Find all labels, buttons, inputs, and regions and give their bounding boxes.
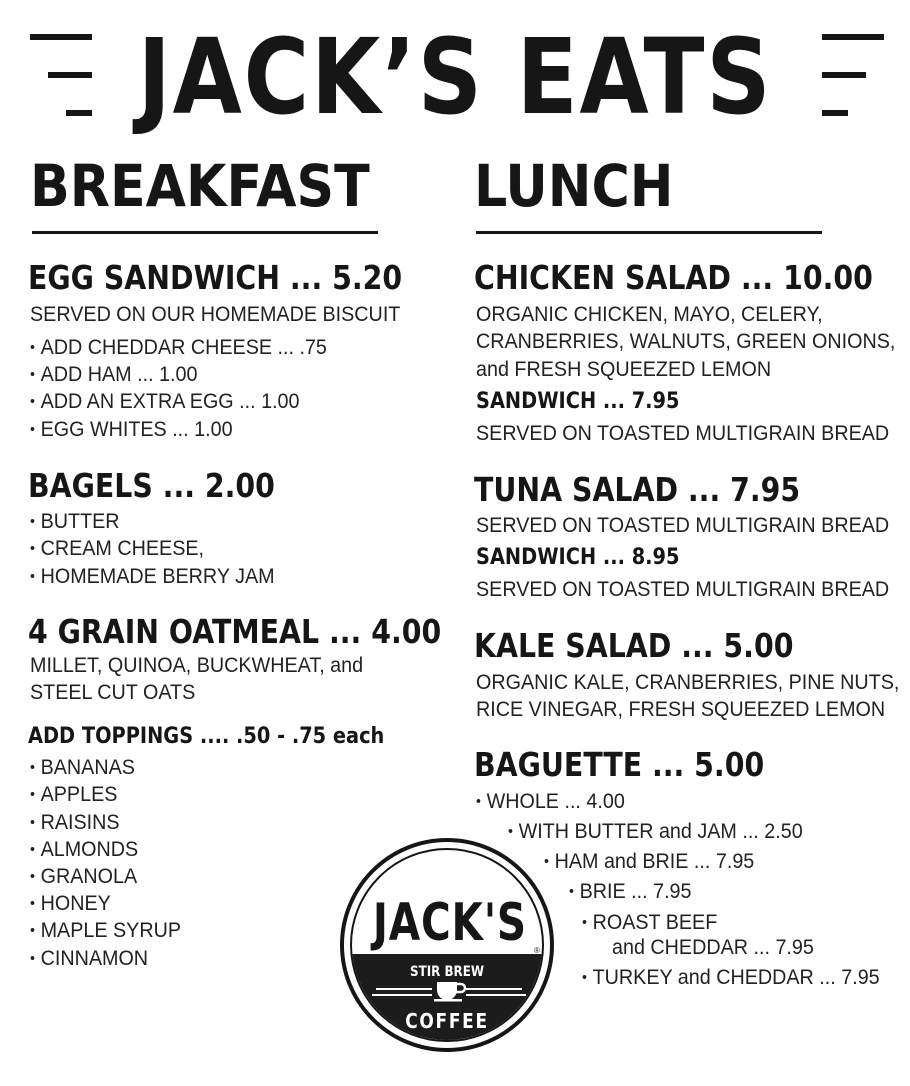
chicken-salad-description: and FRESH SQUEEZED LEMON bbox=[476, 358, 772, 381]
oatmeal-description: STEEL CUT OATS bbox=[30, 681, 196, 704]
baguette-option: • HAM and BRIE ... 7.95 bbox=[544, 850, 755, 873]
bullet-icon: • bbox=[30, 868, 35, 885]
logo-inner-ring bbox=[350, 848, 544, 1042]
topping-item: • ALMONDS bbox=[30, 838, 139, 861]
topping-item: • APPLES bbox=[30, 783, 118, 806]
chicken-sandwich-description: SERVED ON TOASTED MULTIGRAIN BREAD bbox=[476, 422, 890, 445]
oatmeal-heading: 4 GRAIN OATMEAL ... 4.00 bbox=[28, 612, 442, 651]
baguette-option: • TURKEY and CHEDDAR ... 7.95 bbox=[582, 966, 880, 989]
egg-addon: • EGG WHITES ... 1.00 bbox=[30, 418, 233, 441]
lunch-rule bbox=[476, 231, 822, 234]
bullet-icon: • bbox=[30, 786, 35, 803]
bullet-icon: • bbox=[30, 540, 35, 557]
bullet-icon: • bbox=[30, 895, 35, 912]
bagels-heading: BAGELS ... 2.00 bbox=[28, 466, 275, 505]
chicken-sandwich-heading: SANDWICH ... 7.95 bbox=[476, 389, 680, 414]
breakfast-heading: BREAKFAST bbox=[30, 152, 370, 220]
breakfast-rule bbox=[32, 231, 378, 234]
bullet-icon: • bbox=[476, 793, 481, 810]
bullet-icon: • bbox=[30, 339, 35, 356]
topping-item: • HONEY bbox=[30, 892, 111, 915]
bullet-icon: • bbox=[582, 969, 587, 986]
kale-salad-description: ORGANIC KALE, CRANBERRIES, PINE NUTS, bbox=[476, 671, 900, 694]
bullet-icon: • bbox=[30, 950, 35, 967]
bullet-icon: • bbox=[30, 922, 35, 939]
topping-item: • RAISINS bbox=[30, 811, 120, 834]
kale-salad-heading: KALE SALAD ... 5.00 bbox=[474, 626, 794, 665]
bullet-icon: • bbox=[30, 568, 35, 585]
bullet-icon: • bbox=[544, 853, 549, 870]
bagel-option: • HOMEMADE BERRY JAM bbox=[30, 565, 275, 588]
topping-item: • GRANOLA bbox=[30, 865, 138, 888]
tuna-sandwich-heading: SANDWICH ... 8.95 bbox=[476, 545, 680, 570]
jacks-coffee-logo bbox=[340, 838, 554, 1052]
kale-salad-description: RICE VINEGAR, FRESH SQUEEZED LEMON bbox=[476, 698, 886, 721]
logo-coffee: COFFEE bbox=[405, 1009, 489, 1033]
bagel-option: • CREAM CHEESE, bbox=[30, 537, 205, 560]
topping-item: • CINNAMON bbox=[30, 947, 149, 970]
logo-stripe bbox=[466, 988, 522, 990]
bullet-icon: • bbox=[582, 914, 587, 931]
bagel-option: • BUTTER bbox=[30, 510, 120, 533]
bullet-icon: • bbox=[30, 814, 35, 831]
bullet-icon: • bbox=[30, 513, 35, 530]
tuna-salad-heading: TUNA SALAD ... 7.95 bbox=[474, 470, 801, 509]
logo-stripe bbox=[372, 994, 432, 996]
coffee-cup-icon bbox=[433, 980, 467, 1002]
lunch-heading: LUNCH bbox=[474, 152, 674, 220]
bullet-icon: • bbox=[30, 759, 35, 776]
egg-addon: • ADD HAM ... 1.00 bbox=[30, 363, 198, 386]
baguette-option-continued: and CHEDDAR ... 7.95 bbox=[612, 936, 814, 959]
tuna-sandwich-description: SERVED ON TOASTED MULTIGRAIN BREAD bbox=[476, 578, 890, 601]
tuna-salad-description: SERVED ON TOASTED MULTIGRAIN BREAD bbox=[476, 514, 890, 537]
bullet-icon: • bbox=[30, 366, 35, 383]
logo-wordmark: JACK'S bbox=[372, 893, 527, 953]
egg-addon: • ADD AN EXTRA EGG ... 1.00 bbox=[30, 390, 300, 413]
chicken-salad-heading: CHICKEN SALAD ... 10.00 bbox=[474, 258, 873, 297]
baguette-option: • WHOLE ... 4.00 bbox=[476, 790, 625, 813]
logo-stir-brew: STIR BREW bbox=[410, 964, 484, 980]
chicken-salad-description: CRANBERRIES, WALNUTS, GREEN ONIONS, bbox=[476, 330, 896, 353]
oatmeal-description: MILLET, QUINOA, BUCKWHEAT, and bbox=[30, 654, 364, 677]
bullet-icon: • bbox=[569, 883, 574, 900]
baguette-option: • BRIE ... 7.95 bbox=[569, 880, 692, 903]
bullet-icon: • bbox=[508, 823, 513, 840]
menu-title: JACK’S EATS bbox=[137, 16, 773, 138]
bullet-icon: • bbox=[30, 393, 35, 410]
logo-stripe bbox=[466, 994, 526, 996]
bullet-icon: • bbox=[30, 421, 35, 438]
egg-sandwich-heading: EGG SANDWICH ... 5.20 bbox=[28, 258, 403, 297]
bullet-icon: • bbox=[30, 841, 35, 858]
egg-sandwich-description: SERVED ON OUR HOMEMADE BISCUIT bbox=[30, 303, 401, 326]
toppings-heading: ADD TOPPINGS .... .50 - .75 each bbox=[28, 724, 385, 749]
topping-item: • MAPLE SYRUP bbox=[30, 919, 182, 942]
logo-stripe bbox=[376, 988, 432, 990]
egg-addon: • ADD CHEDDAR CHEESE ... .75 bbox=[30, 336, 327, 359]
baguette-heading: BAGUETTE ... 5.00 bbox=[474, 745, 765, 784]
baguette-option: • ROAST BEEF bbox=[582, 911, 718, 934]
registered-mark: ® bbox=[534, 946, 540, 955]
topping-item: • BANANAS bbox=[30, 756, 135, 779]
baguette-option: • WITH BUTTER and JAM ... 2.50 bbox=[508, 820, 803, 843]
chicken-salad-description: ORGANIC CHICKEN, MAYO, CELERY, bbox=[476, 303, 823, 326]
